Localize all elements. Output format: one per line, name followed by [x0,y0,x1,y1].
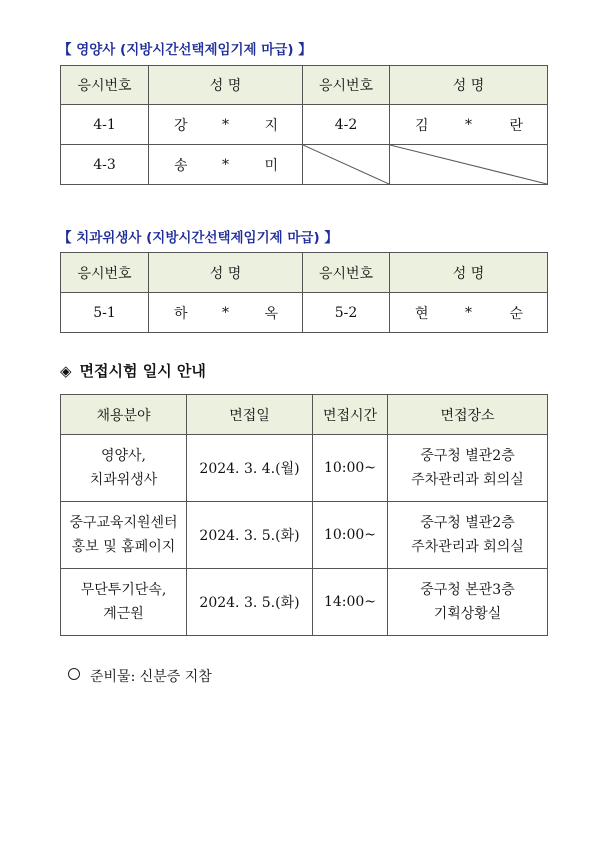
header-exam-number: 응시번호 [61,66,149,105]
header-field: 채용분야 [61,395,187,435]
empty-cell-diagonal [390,145,548,185]
table-row [61,105,548,145]
preparation-note-text: 준비물: 신분증 지참 [90,669,212,685]
exam-number: 4-2 [303,105,390,145]
table-row [61,435,548,502]
candidate-name: 하 * 옥 [149,293,303,333]
table-row [61,293,548,333]
table-row [61,569,548,636]
recruitment-field: 중구교육지원센터 홍보 및 홈페이지 [61,502,187,569]
table-header-row [61,395,548,435]
section-title-dental-hygienist: 【 치과위생사 (지방시간선택제임기제 마급) 】 [58,230,338,246]
table-header-row [61,66,548,105]
empty-cell-diagonal [303,145,390,185]
interview-place: 중구청 본관3층 기획상황실 [388,569,548,636]
nutritionist-table [60,65,548,185]
header-time: 면접시간 [313,395,388,435]
interview-schedule-table [60,394,548,636]
diamond-bullet-icon: ◈ [60,362,72,380]
interview-time: 14:00~ [313,569,388,636]
table-header-row [61,253,548,293]
exam-number: 5-1 [61,293,149,333]
candidate-name: 현 * 순 [390,293,548,333]
interview-time: 10:00~ [313,502,388,569]
header-exam-number: 응시번호 [61,253,149,293]
preparation-note [68,666,212,686]
recruitment-field: 영양사, 치과위생사 [61,435,187,502]
table-row [61,145,548,185]
header-exam-number: 응시번호 [303,253,390,293]
header-date: 면접일 [187,395,313,435]
interview-place: 중구청 별관2층 주차관리과 회의실 [388,435,548,502]
circle-bullet-icon [68,668,80,680]
section-title-nutritionist: 【 영양사 (지방시간선택제임기제 마급) 】 [58,42,312,58]
header-name: 성 명 [390,66,548,105]
exam-number: 5-2 [303,293,390,333]
candidate-name: 김 * 란 [390,105,548,145]
interview-place: 중구청 별관2층 주차관리과 회의실 [388,502,548,569]
exam-number: 4-3 [61,145,149,185]
exam-number: 4-1 [61,105,149,145]
table-row [61,502,548,569]
candidate-name: 송 * 미 [149,145,303,185]
interview-heading-text: 면접시험 일시 안내 [79,362,206,380]
header-name: 성 명 [149,253,303,293]
candidate-name: 강 * 지 [149,105,303,145]
header-exam-number: 응시번호 [303,66,390,105]
interview-time: 10:00~ [313,435,388,502]
header-name: 성 명 [390,253,548,293]
interview-heading [60,360,206,381]
interview-date: 2024. 3. 5.(화) [187,569,313,636]
interview-date: 2024. 3. 4.(월) [187,435,313,502]
header-name: 성 명 [149,66,303,105]
header-place: 면접장소 [388,395,548,435]
recruitment-field: 무단투기단속, 계근원 [61,569,187,636]
dental-hygienist-table [60,252,548,333]
interview-date: 2024. 3. 5.(화) [187,502,313,569]
